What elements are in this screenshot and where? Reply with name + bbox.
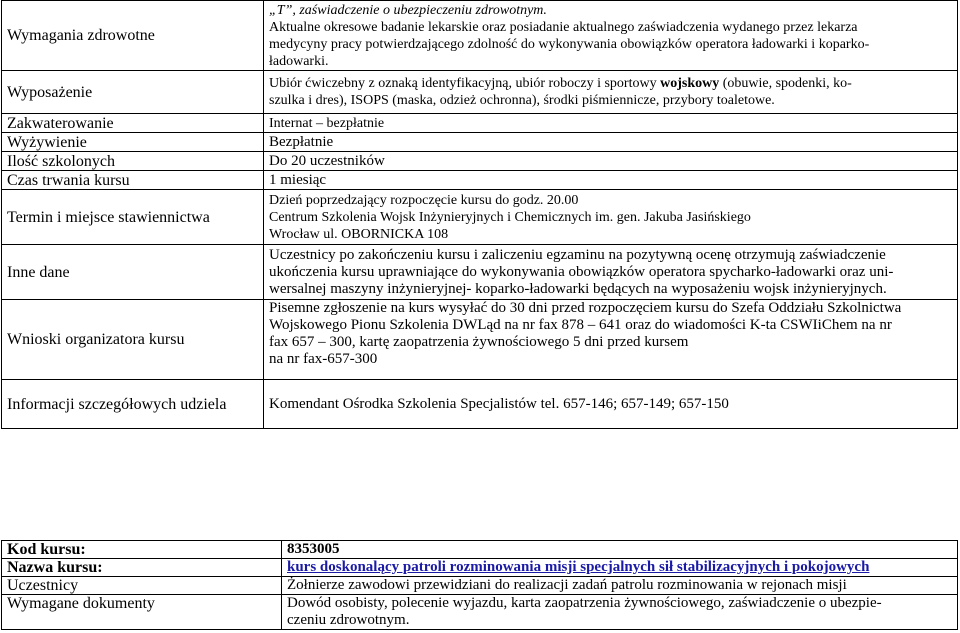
value-accommodation: Internat – bezpłatnie [264,114,958,133]
value-course-name[interactable] [282,559,958,577]
documents-line-2: czeniu zdrowotnym. [287,612,410,628]
label-meals: Wyżywienie [2,133,264,152]
value-course-code: 8353005 [282,541,958,559]
label-accommodation: Zakwaterowanie [2,114,264,133]
row-duration [2,171,958,190]
row-accommodation [2,114,958,133]
equipment-line-1 [269,75,953,92]
value-health-requirements [264,1,958,71]
row-required-documents [2,595,958,630]
health-line-2: Aktualne okresowe badanie lekarskie oraz posiadanie aktualnego zaświadczenia wydanego przez lekarza [269,19,858,35]
value-equipment [264,71,958,114]
row-other-info [2,245,958,300]
organizer-line-2: Wojskowego Pionu Szkolenia DWLąd na nr fax 878 – 641 oraz do wiadomości K-ta CSWIiChem na nr [269,317,892,333]
label-equipment: Wyposażenie [2,71,264,114]
organizer-line-4: na nr fax-657-300 [269,351,378,367]
value-other-info [264,245,958,300]
label-organizer-requests: Wnioski organizatora kursu [2,300,264,380]
row-organizer-requests [2,300,958,380]
health-line-1: „T”, zaświadczenie o ubezpieczeniu zdrowotnym. [269,2,547,18]
value-meals: Bezpłatnie [264,133,958,152]
row-participants [2,577,958,595]
health-line-4: ładowarki. [269,53,329,69]
equipment-text-b: (obuwie, spodenki, ko- [719,76,852,91]
value-required-documents [282,595,958,630]
label-course-code: Kod kursu: [2,541,282,559]
organizer-line-1: Pisemne zgłoszenie na kurs wysyłać do 30 dni przed rozpoczęciem kursu do Szefa Oddziału Szkolnictwa [269,300,902,316]
value-organizer-requests [264,300,958,380]
date-place-line-3: Wrocław ul. OBORNICKA 108 [269,226,449,242]
value-duration: 1 miesiąc [264,171,958,190]
course-details-table [1,0,958,429]
equipment-text-a: Ubiór ćwiczebny z oznaką identyfikacyjną, ubiór roboczy i sportowy [269,76,661,91]
course-summary-table [1,540,958,630]
equipment-line-2: szulka i dres), ISOPS (maska, odzież ochronna), środki piśmiennicze, przybory toaletowe. [269,93,775,108]
date-place-line-2: Centrum Szkolenia Wojsk Inżynieryjnych i Chemicznych im. gen. Jakuba Jasińskiego [269,209,751,225]
row-contact [2,380,958,429]
row-date-place [2,190,958,245]
other-info-line-2: ukończenia kursu uprawniające do wykonywania obowiązków operatora spycharko-ładowarki oraz uni- [269,263,894,280]
health-line-3: medycyny pracy potwierdzającego zdolność do wykonywania obowiązków operatora ładowarki i koparko- [269,36,870,52]
label-other-info: Inne dane [2,245,264,300]
organizer-line-3: fax 657 – 300, kartę zaopatrzenia żywnościowego 5 dni przed kursem [269,334,689,350]
label-required-documents: Wymagane dokumenty [2,595,282,630]
label-trainee-count: Ilość szkolonych [2,152,264,171]
value-contact: Komendant Ośrodka Szkolenia Specjalistów tel. 657-146; 657-149; 657-150 [264,380,958,429]
other-info-line-1: Uczestnicy po zakończeniu kursu i zaliczeniu egzaminu na pozytywną ocenę otrzymują zaświadczenie [269,246,886,263]
equipment-bold-word: wojskowy [660,76,720,91]
value-date-place [264,190,958,245]
label-date-place: Termin i miejsce stawiennictwa [2,190,264,245]
label-duration: Czas trwania kursu [2,171,264,190]
value-participants: Żołnierze zawodowi przewidziani do realizacji zadań patrolu rozminowania w rejonach misji [282,577,958,595]
row-trainee-count [2,152,958,171]
row-meals [2,133,958,152]
value-trainee-count: Do 20 uczestników [264,152,958,171]
other-info-line-3: wersalnej maszyny inżynieryjnej- koparko-ładowarki będących na wyposażeniu wojsk inżynieryjnych. [269,280,887,297]
row-equipment [2,71,958,114]
row-course-name [2,559,958,577]
label-participants: Uczestnicy [2,577,282,595]
label-contact: Informacji szczegółowych udziela [2,380,264,429]
date-place-line-1: Dzień poprzedzający rozpoczęcie kursu do godz. 20.00 [269,192,579,208]
label-health-requirements: Wymagania zdrowotne [2,1,264,71]
documents-line-1: Dowód osobisty, polecenie wyjazdu, karta zaopatrzenia żywnościowego, zaświadczenie o ubezpie- [287,595,882,611]
course-name-link[interactable]: kurs doskonalący patroli rozminowania misji specjalnych sił stabilizacyjnych i pokojowych [287,559,870,575]
row-health-requirements [2,1,958,71]
row-course-code [2,541,958,559]
label-course-name: Nazwa kursu: [2,559,282,577]
